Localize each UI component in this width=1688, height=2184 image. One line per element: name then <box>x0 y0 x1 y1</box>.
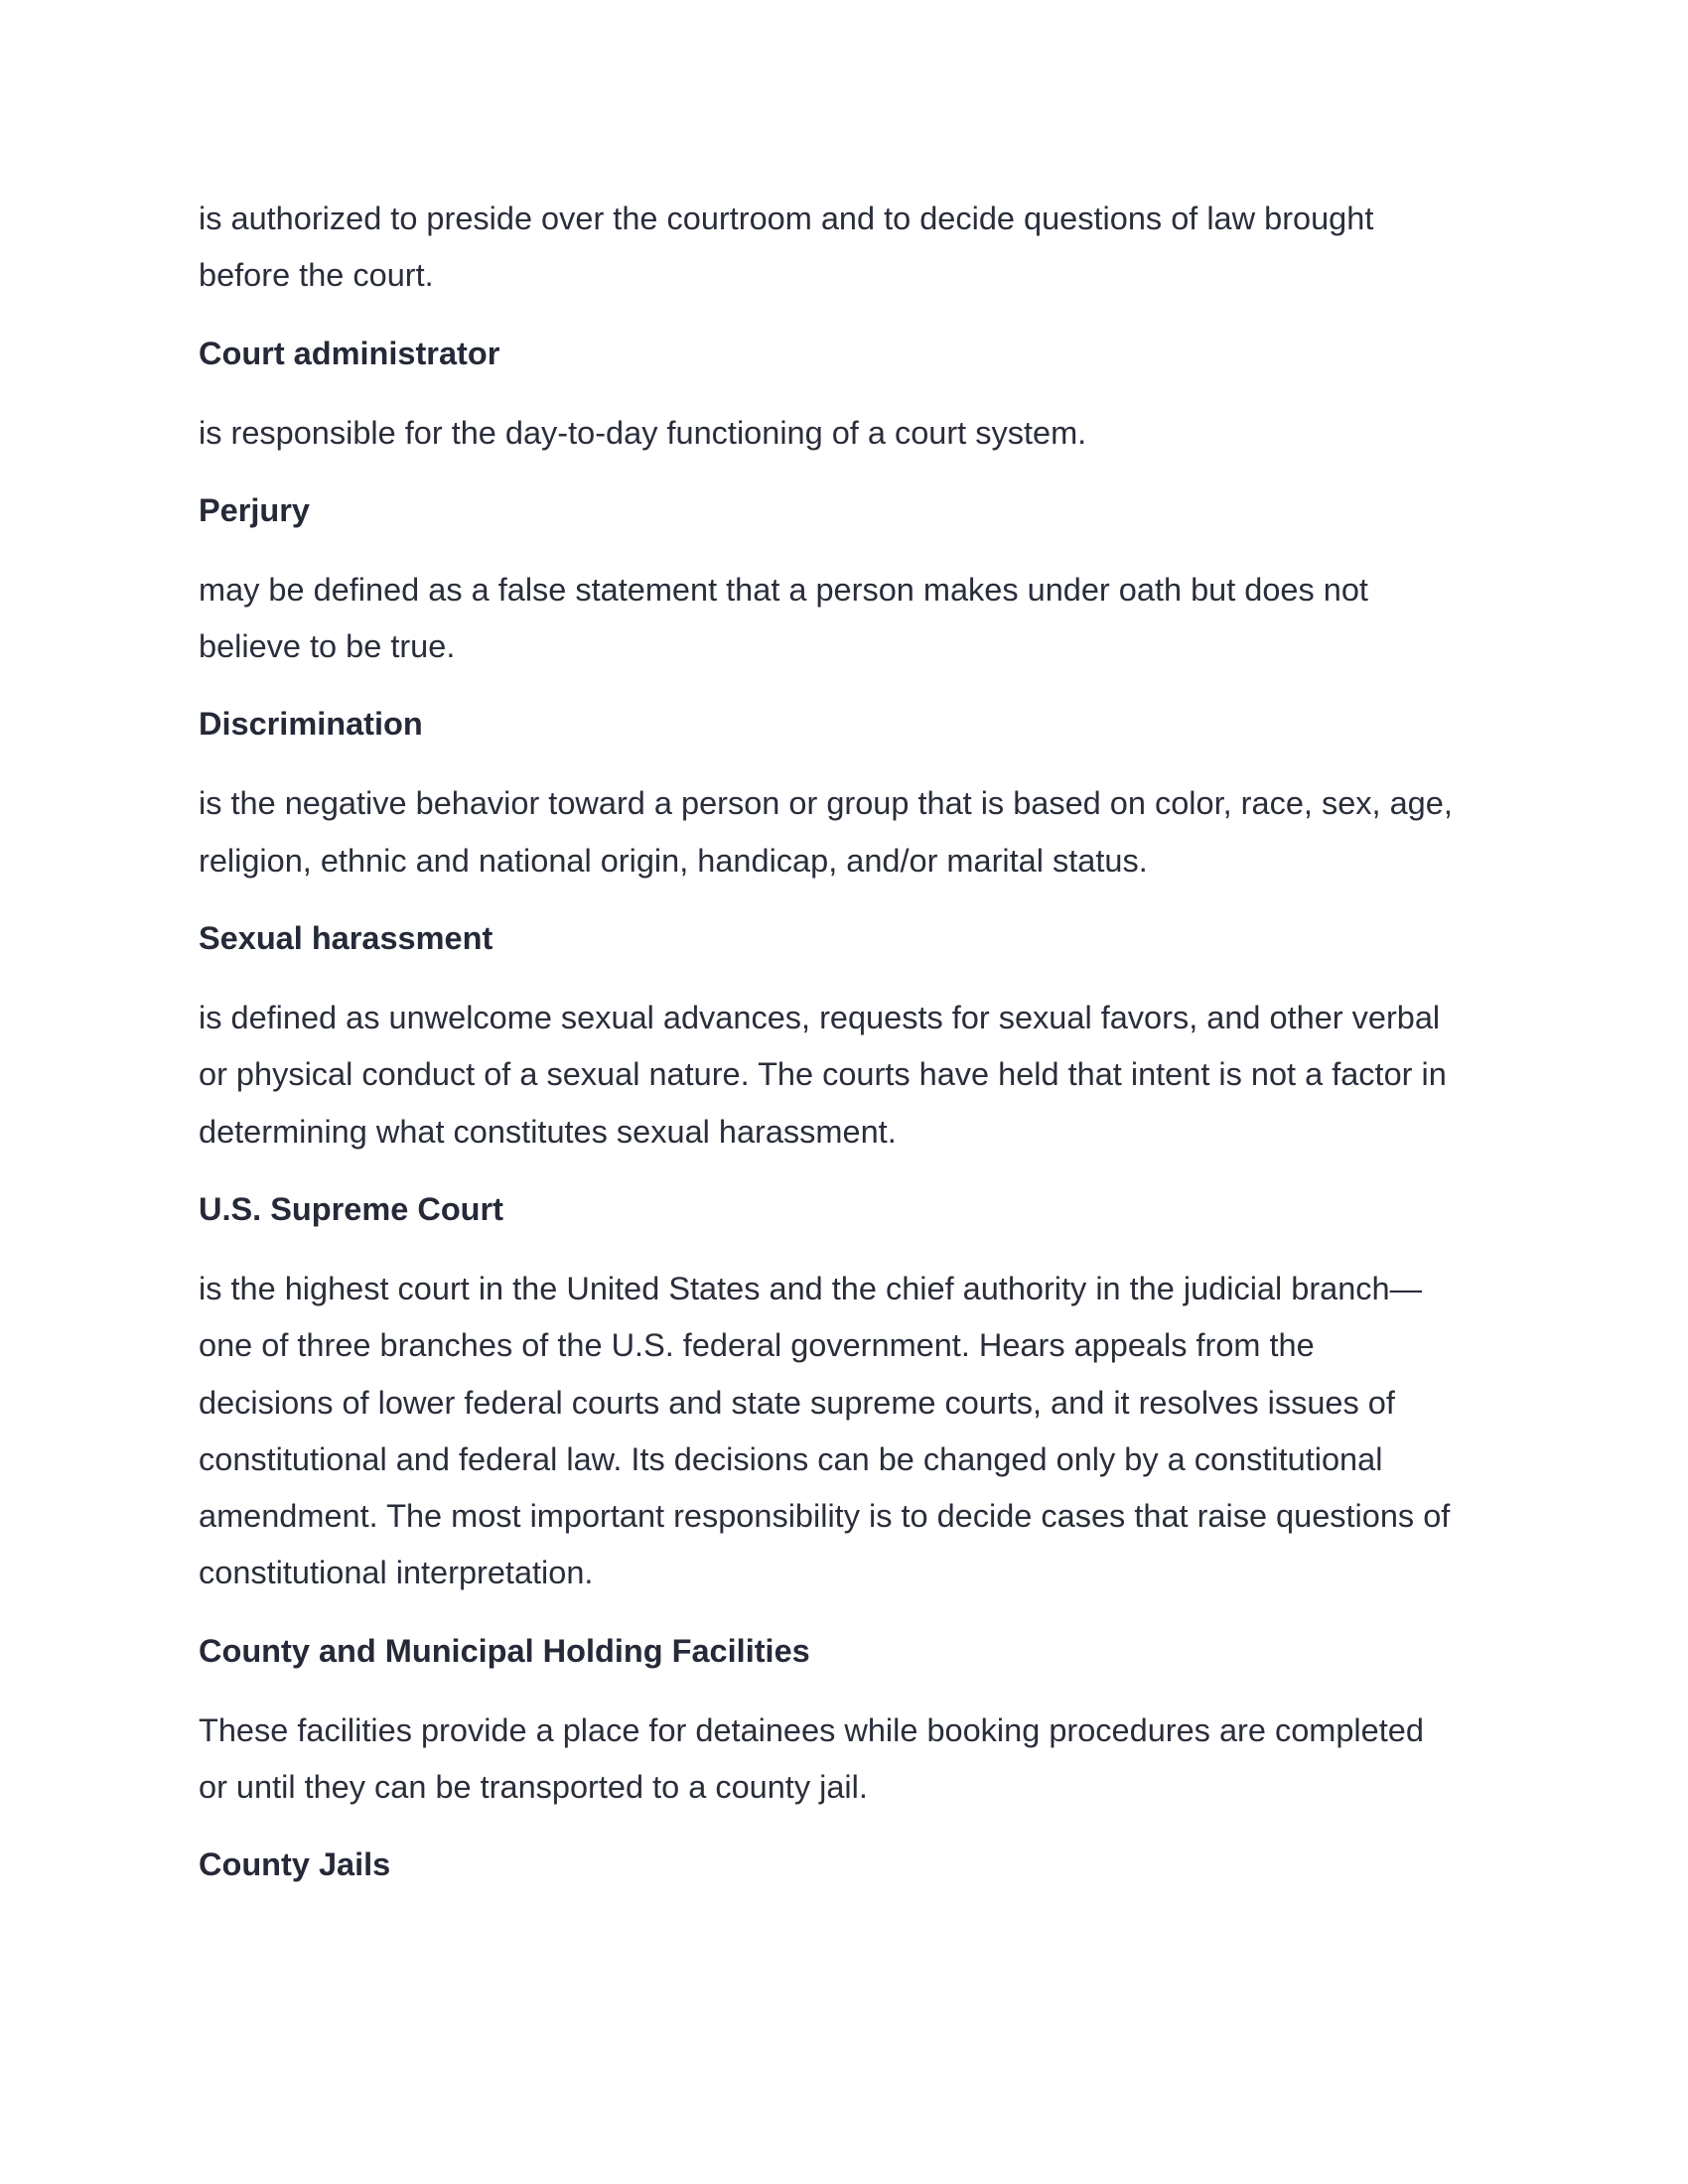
definition-line: religion, ethnic and national origin, handicap, and/or marital status. <box>199 842 1148 879</box>
definition-line: is the negative behavior toward a person or group that is based on color, race, sex, age, <box>199 785 1453 822</box>
definition-line: amendment. The most important responsibility is to decide cases that raise questions of <box>199 1498 1451 1535</box>
definition-line: is responsible for the day-to-day functioning of a court system. <box>199 414 1087 451</box>
definition-line: before the court. <box>199 257 434 294</box>
definition <box>199 405 1499 462</box>
definition-line: or until they can be transported to a county jail. <box>199 1769 868 1806</box>
term-heading: Court administrator <box>199 335 500 371</box>
definition <box>199 775 1499 889</box>
definition-line: decisions of lower federal courts and state supreme courts, and it resolves issues of <box>199 1384 1395 1421</box>
definition-line: believe to be true. <box>199 628 456 665</box>
definition-line: may be defined as a false statement that a person makes under oath but does not <box>199 571 1368 608</box>
term-heading: Sexual harassment <box>199 920 493 957</box>
definition-line: is the highest court in the United States and the chief authority in the judicial branch— <box>199 1270 1423 1306</box>
term-heading: County Jails <box>199 1846 391 1883</box>
definition-line: or physical conduct of a sexual nature. The courts have held that intent is not a factor in <box>199 1056 1447 1093</box>
definition-line: one of three branches of the U.S. federal government. Hears appeals from the <box>199 1327 1315 1364</box>
document-page <box>199 191 1499 1916</box>
definition-line: determining what constitutes sexual harassment. <box>199 1113 897 1150</box>
term-heading: Discrimination <box>199 706 423 743</box>
definition <box>199 1261 1499 1602</box>
definition <box>199 1703 1499 1817</box>
definition-line: constitutional and federal law. Its decisions can be changed only by a constitutional <box>199 1440 1383 1477</box>
definition-line: constitutional interpretation. <box>199 1555 594 1591</box>
definition-intro <box>199 191 1499 305</box>
definition <box>199 990 1499 1160</box>
definition-line: is defined as unwelcome sexual advances, requests for sexual favors, and other verbal <box>199 1000 1441 1036</box>
term-heading: County and Municipal Holding Facilities <box>199 1632 810 1669</box>
definition <box>199 562 1499 676</box>
term-heading: U.S. Supreme Court <box>199 1190 503 1227</box>
definition-line: These facilities provide a place for detainees while booking procedures are completed <box>199 1711 1424 1748</box>
definition-line: is authorized to preside over the courtroom and to decide questions of law brought <box>199 201 1374 236</box>
term-heading: Perjury <box>199 491 311 528</box>
